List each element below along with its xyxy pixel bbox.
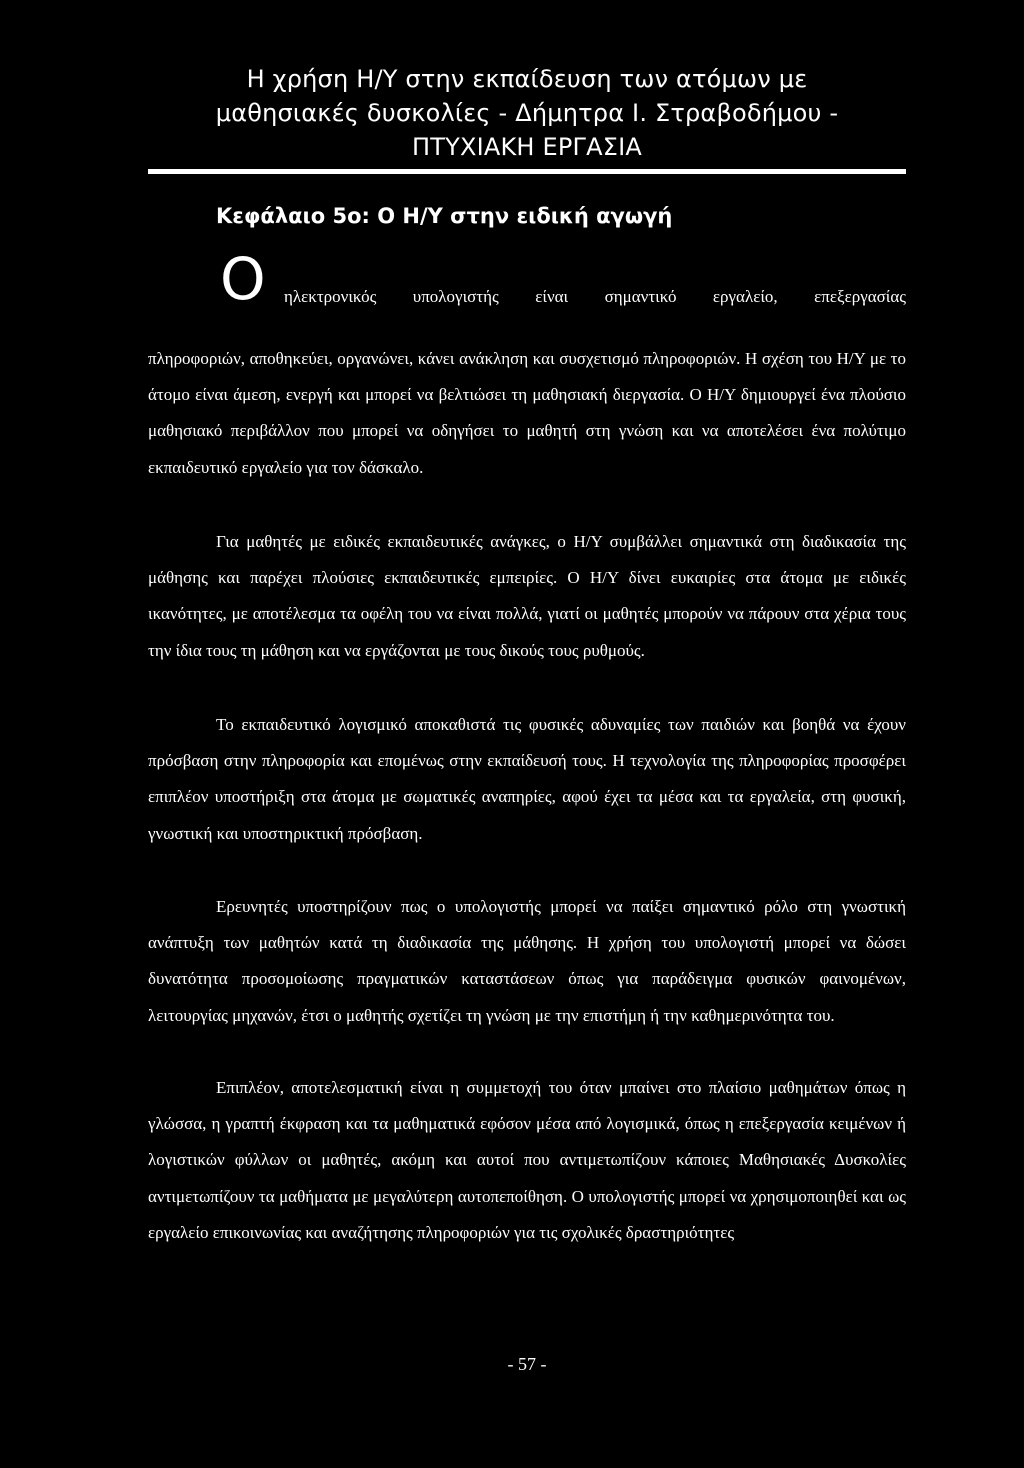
header-divider bbox=[148, 169, 906, 174]
paragraph-3: Το εκπαιδευτικό λογισμικό αποκαθιστά τις φυσικές αδυναμίες των παιδιών και βοηθά να έχουν πρόσβαση στην πληροφορία και επομένως στην εκπαίδευσή τους. Η τεχνολογία της πληροφορίας προσφέρει επιπλέον υποστήριξη στα άτομα με σωματικές αναπηρίες, αφού έχει τα μέσα και τα εργαλεία, στη φυσική, γνωστική και υποστηρικτική πρόσβαση. bbox=[148, 715, 906, 843]
header-line-1: Η χρήση Η/Υ στην εκπαίδευση των ατόμων με bbox=[246, 65, 808, 93]
paragraph-2: Για μαθητές με ειδικές εκπαιδευτικές ανάγκες, ο Η/Υ συμβάλλει σημαντικά στη διαδικασία της μάθησης και παρέχει πλούσιες εκπαιδευτικές εμπειρίες. Ο Η/Υ δίνει ευκαιρίες στα άτομα με ειδικές ικανότητες, με αποτέλεσμα τα οφέλη του να είναι πολλά, γιατί οι μαθητές μπορούν να πάρουν στα χέρια τους την ίδια τους τη μάθηση και να εργάζονται με τους δικούς τους ρυθμούς. bbox=[148, 532, 906, 660]
drop-cap: Ο bbox=[220, 245, 266, 313]
paragraph-5: Επιπλέον, αποτελεσματική είναι η συμμετοχή του όταν μπαίνει στο πλαίσιο μαθημάτων όπως η γλώσσα, η γραπτή έκφραση και τα μαθηματικά εφόσον μέσα από λογισμικά, όπως η επεξεργασία κειμένων ή λογιστικών φύλλων οι μαθητές, ακόμη και αυτοί που αντιμετωπίζουν κάποιες Μαθησιακές Δυσκολίες αντιμετωπίζουν τα μαθήματα με μεγαλύτερη αυτοπεποίθηση. Ο υπολογιστής μπορεί να χρησιμοποιηθεί και ως εργαλείο επικοινωνίας και αναζήτησης πληροφοριών για τις σχολικές δραστηριότητες bbox=[148, 1078, 906, 1242]
chapter-title: Κεφάλαιο 5ο: Ο Η/Υ στην ειδική αγωγή bbox=[216, 204, 673, 228]
header-line-2: μαθησιακές δυσκολίες - Δήμητρα Ι. Στραβοδήμου - bbox=[215, 99, 839, 127]
paragraph-1: πληροφοριών, αποθηκεύει, οργανώνει, κάνει ανάκληση και συσχετισμό πληροφοριών. Η σχέση του Η/Υ με το άτομο είναι άμεση, ενεργή και μπορεί να βελτιώσει τη μαθησιακή διεργασία. Ο Η/Υ δημιουργεί ένα πλούσιο μαθησιακό περιβάλλον που μπορεί να οδηγήσει το μαθητή στη γνώση και να αποτελέσει ένα πολύτιμο εκπαιδευτικό εργαλείο για τον δάσκαλο. bbox=[148, 349, 906, 477]
document-page bbox=[148, 0, 906, 1468]
paragraph-4: Ερευνητές υποστηρίζουν πως ο υπολογιστής μπορεί να παίξει σημαντικό ρόλο στη γνωστική ανάπτυξη των μαθητών κατά τη διαδικασία της μάθησης. Η χρήση του υπολογιστή μπορεί να δώσει δυνατότητα προσομοίωσης πραγματικών καταστάσεων όπως για παράδειγμα φυσικών φαινομένων, λειτουργίας μηχανών, έτσι ο μαθητής σχετίζει τη γνώση με την επιστήμη ή την καθημερινότητα του. bbox=[148, 897, 906, 1025]
page-number: - 57 - bbox=[507, 1354, 547, 1374]
first-line-text: ηλεκτρονικός υπολογιστής είναι σημαντικό εργαλείο, επεξεργασίας bbox=[284, 287, 906, 306]
header-line-3: ΠΤΥΧΙΑΚΗ ΕΡΓΑΣΙΑ bbox=[411, 133, 642, 161]
running-header bbox=[148, 62, 906, 164]
